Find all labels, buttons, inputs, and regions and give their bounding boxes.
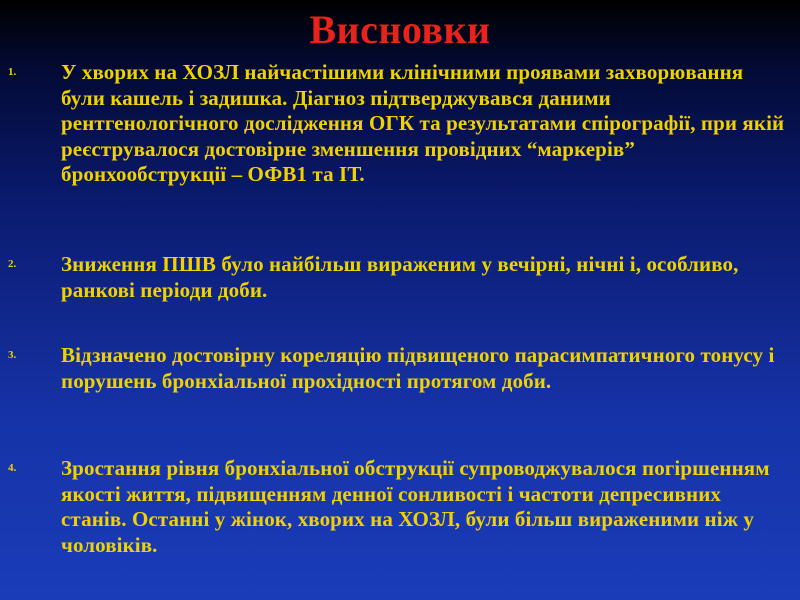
list-number: 1.: [8, 66, 17, 78]
list-item-text: Зростання рівня бронхіальної обструкції супроводжувалося погіршенням якості життя, підвищенням денної сонливості і частоти депресивних станів. Останні у жінок, хворих на ХОЗЛ, були більш вираженими ніж у чоловіків.: [61, 456, 770, 557]
list-number: 2.: [8, 258, 17, 270]
slide-title: Висновки: [309, 7, 491, 52]
list-item-text: Відзначено достовірну кореляцію підвищеного парасимпатичного тонусу і порушень бронхіальної прохідності протягом доби.: [61, 343, 775, 393]
list-item-text: У хворих на ХОЗЛ найчастішими клінічними проявами захворювання були кашель і задишка. Діагноз підтверджувався даними рентгенологічного дослідження ОГК та результатами спірографії, при якій реєструвалося достовірне зменшення провідних “маркерів” бронхообструкції – ОФВ1 та ІТ.: [61, 60, 785, 186]
list-number: 4.: [8, 462, 17, 474]
list-number: 3.: [8, 349, 17, 361]
list-item-text: Зниження ПШВ було найбільш вираженим у вечірні, нічні і, особливо, ранкові періоди доби.: [61, 252, 739, 302]
